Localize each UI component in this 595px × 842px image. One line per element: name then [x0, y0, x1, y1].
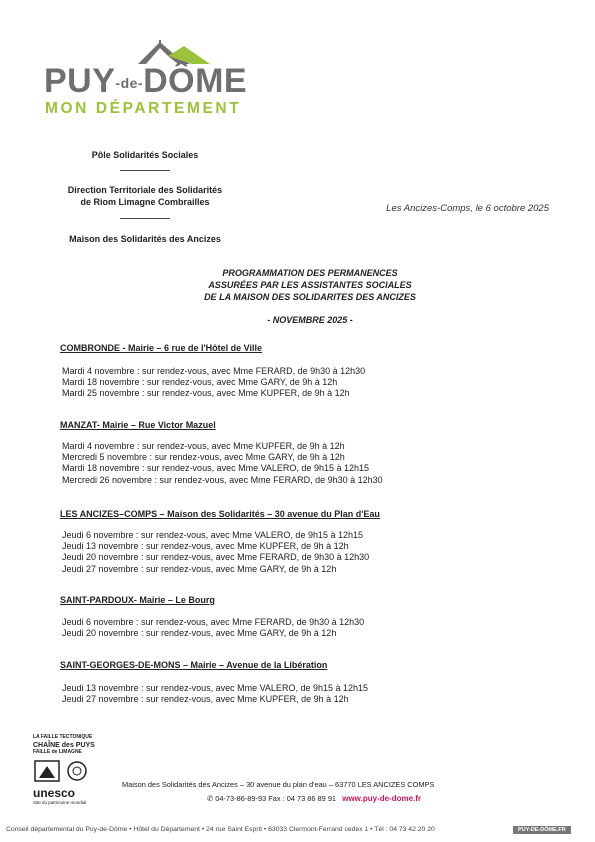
programme-heading	[150, 267, 470, 303]
logo-title-de: -de-	[115, 75, 144, 92]
programme-month: - NOVEMBRE 2025 -	[267, 315, 353, 325]
schedule-line: Jeudi 13 novembre : sur rendez-vous, avec Mme VALERO, de 9h15 à 12h15	[62, 683, 369, 693]
letter-date: Les Ancizes-Comps, le 6 octobre 2025	[386, 203, 549, 214]
org-direction	[30, 184, 260, 208]
heritage-logos	[33, 734, 103, 805]
website-badge[interactable]: PUY-DE-DÔME.FR	[513, 826, 571, 834]
divider	[120, 218, 170, 219]
section-schedule	[62, 530, 369, 575]
unesco-emblem-icon	[33, 760, 95, 782]
section-location: COMBRONDE - Mairie – 6 rue de l'Hôtel de Ville	[60, 343, 263, 353]
footer-phone: ✆ 04-73-86-89-93 Fax : 04 73 86 89 91	[207, 794, 337, 803]
divider	[120, 170, 170, 171]
schedule-line: Jeudi 27 novembre : sur rendez-vous, avec Mme GARY, de 9h à 12h	[62, 563, 337, 574]
logo-title-right: DÔME	[143, 62, 248, 100]
section-location: SAINT-PARDOUX- Mairie – Le Bourg	[60, 595, 215, 605]
section-location: SAINT-GEORGES-DE-MONS – Mairie – Avenue de la Libération	[60, 660, 328, 670]
footer-phone-line	[122, 792, 542, 806]
chaine-des-puys-label: LA FAILLE TECTONIQUE CHAÎNE des PUYS FAILLE de LIMAGNE	[33, 734, 95, 755]
schedule-line: Mardi 4 novembre : sur rendez-vous, avec Mme FERARD, de 9h30 à 12h30	[62, 366, 366, 376]
schedule-line: Jeudi 27 novembre : sur rendez-vous, avec Mme KUPFER, de 9h à 12h	[62, 694, 349, 705]
programme-line-3: DE LA MAISON DES SOLIDARITES DES ANCIZES	[204, 292, 416, 302]
org-maison: Maison des Solidarités des Ancizes	[69, 234, 221, 244]
schedule-line: Mardi 18 novembre : sur rendez-vous, avec Mme VALERO, de 9h15 à 12h15	[62, 463, 369, 474]
logo-subtitle: MON DÉPARTEMENT	[45, 100, 242, 117]
schedule-line: Jeudi 6 novembre : sur rendez-vous, avec Mme FERARD, de 9h30 à 12h30	[62, 617, 365, 627]
schedule-line: Jeudi 13 novembre : sur rendez-vous, avec Mme KUPFER, de 9h à 12h	[62, 541, 349, 552]
schedule-line: Mercredi 5 novembre : sur rendez-vous, avec Mme GARY, de 9h à 12h	[62, 452, 345, 463]
logo-title	[44, 64, 247, 100]
unesco-subtitle: Site du patrimoine mondial	[33, 799, 87, 805]
section-schedule	[62, 366, 365, 400]
programme-line-1: PROGRAMMATION DES PERMANENCES	[222, 268, 398, 278]
footer-contact	[122, 778, 542, 806]
org-direction-line-1: Direction Territoriale des Solidarités	[67, 185, 223, 195]
schedule-line: Mardi 18 novembre : sur rendez-vous, avec Mme GARY, de 9h à 12h	[62, 377, 338, 388]
footer-website-link[interactable]: www.puy-de-dome.fr	[342, 794, 422, 803]
org-pole: Pôle Solidarités Sociales	[91, 150, 199, 160]
schedule-line: Jeudi 6 novembre : sur rendez-vous, avec Mme VALERO, de 9h15 à 12h15	[62, 530, 363, 540]
footer-address: Maison des Solidarités des Ancizes – 30 avenue du plan d'eau – 63770 LES ANCIZES COMPS	[122, 780, 435, 789]
section-schedule	[62, 683, 368, 705]
logo-title-left: PUY	[44, 62, 116, 100]
unesco-wordmark: unesco	[33, 785, 76, 800]
programme-line-2: ASSURÉES PAR LES ASSISTANTES SOCIALES	[208, 280, 412, 290]
section-location: MANZAT- Mairie – Rue Victor Mazuel	[60, 420, 216, 430]
org-direction-line-2: de Riom Limagne Combrailles	[80, 197, 210, 207]
section-schedule	[62, 441, 383, 486]
schedule-line: Mardi 4 novembre : sur rendez-vous, avec Mme KUPFER, de 9h à 12h	[62, 441, 345, 451]
schedule-line: Jeudi 20 novembre : sur rendez-vous, avec Mme FERARD, de 9h30 à 12h30	[62, 552, 370, 563]
section-location: LES ANCIZES–COMPS – Maison des Solidarités – 30 avenue du Plan d'Eau	[60, 509, 380, 519]
section-schedule	[62, 617, 364, 639]
schedule-line: Mercredi 26 novembre : sur rendez-vous, avec Mme FERARD, de 9h30 à 12h30	[62, 474, 383, 485]
schedule-line: Mardi 25 novembre : sur rendez-vous, avec Mme KUPFER, de 9h à 12h	[62, 388, 350, 399]
schedule-line: Jeudi 20 novembre : sur rendez-vous, avec Mme GARY, de 9h à 12h	[62, 628, 337, 639]
bottom-address-bar: Conseil départemental du Puy-de-Dôme • Hôtel du Département • 24 rue Saint Esprit • 63033 Clermont-Ferrand cedex 1 • Tél : 04 73 42 20 20	[6, 826, 435, 833]
